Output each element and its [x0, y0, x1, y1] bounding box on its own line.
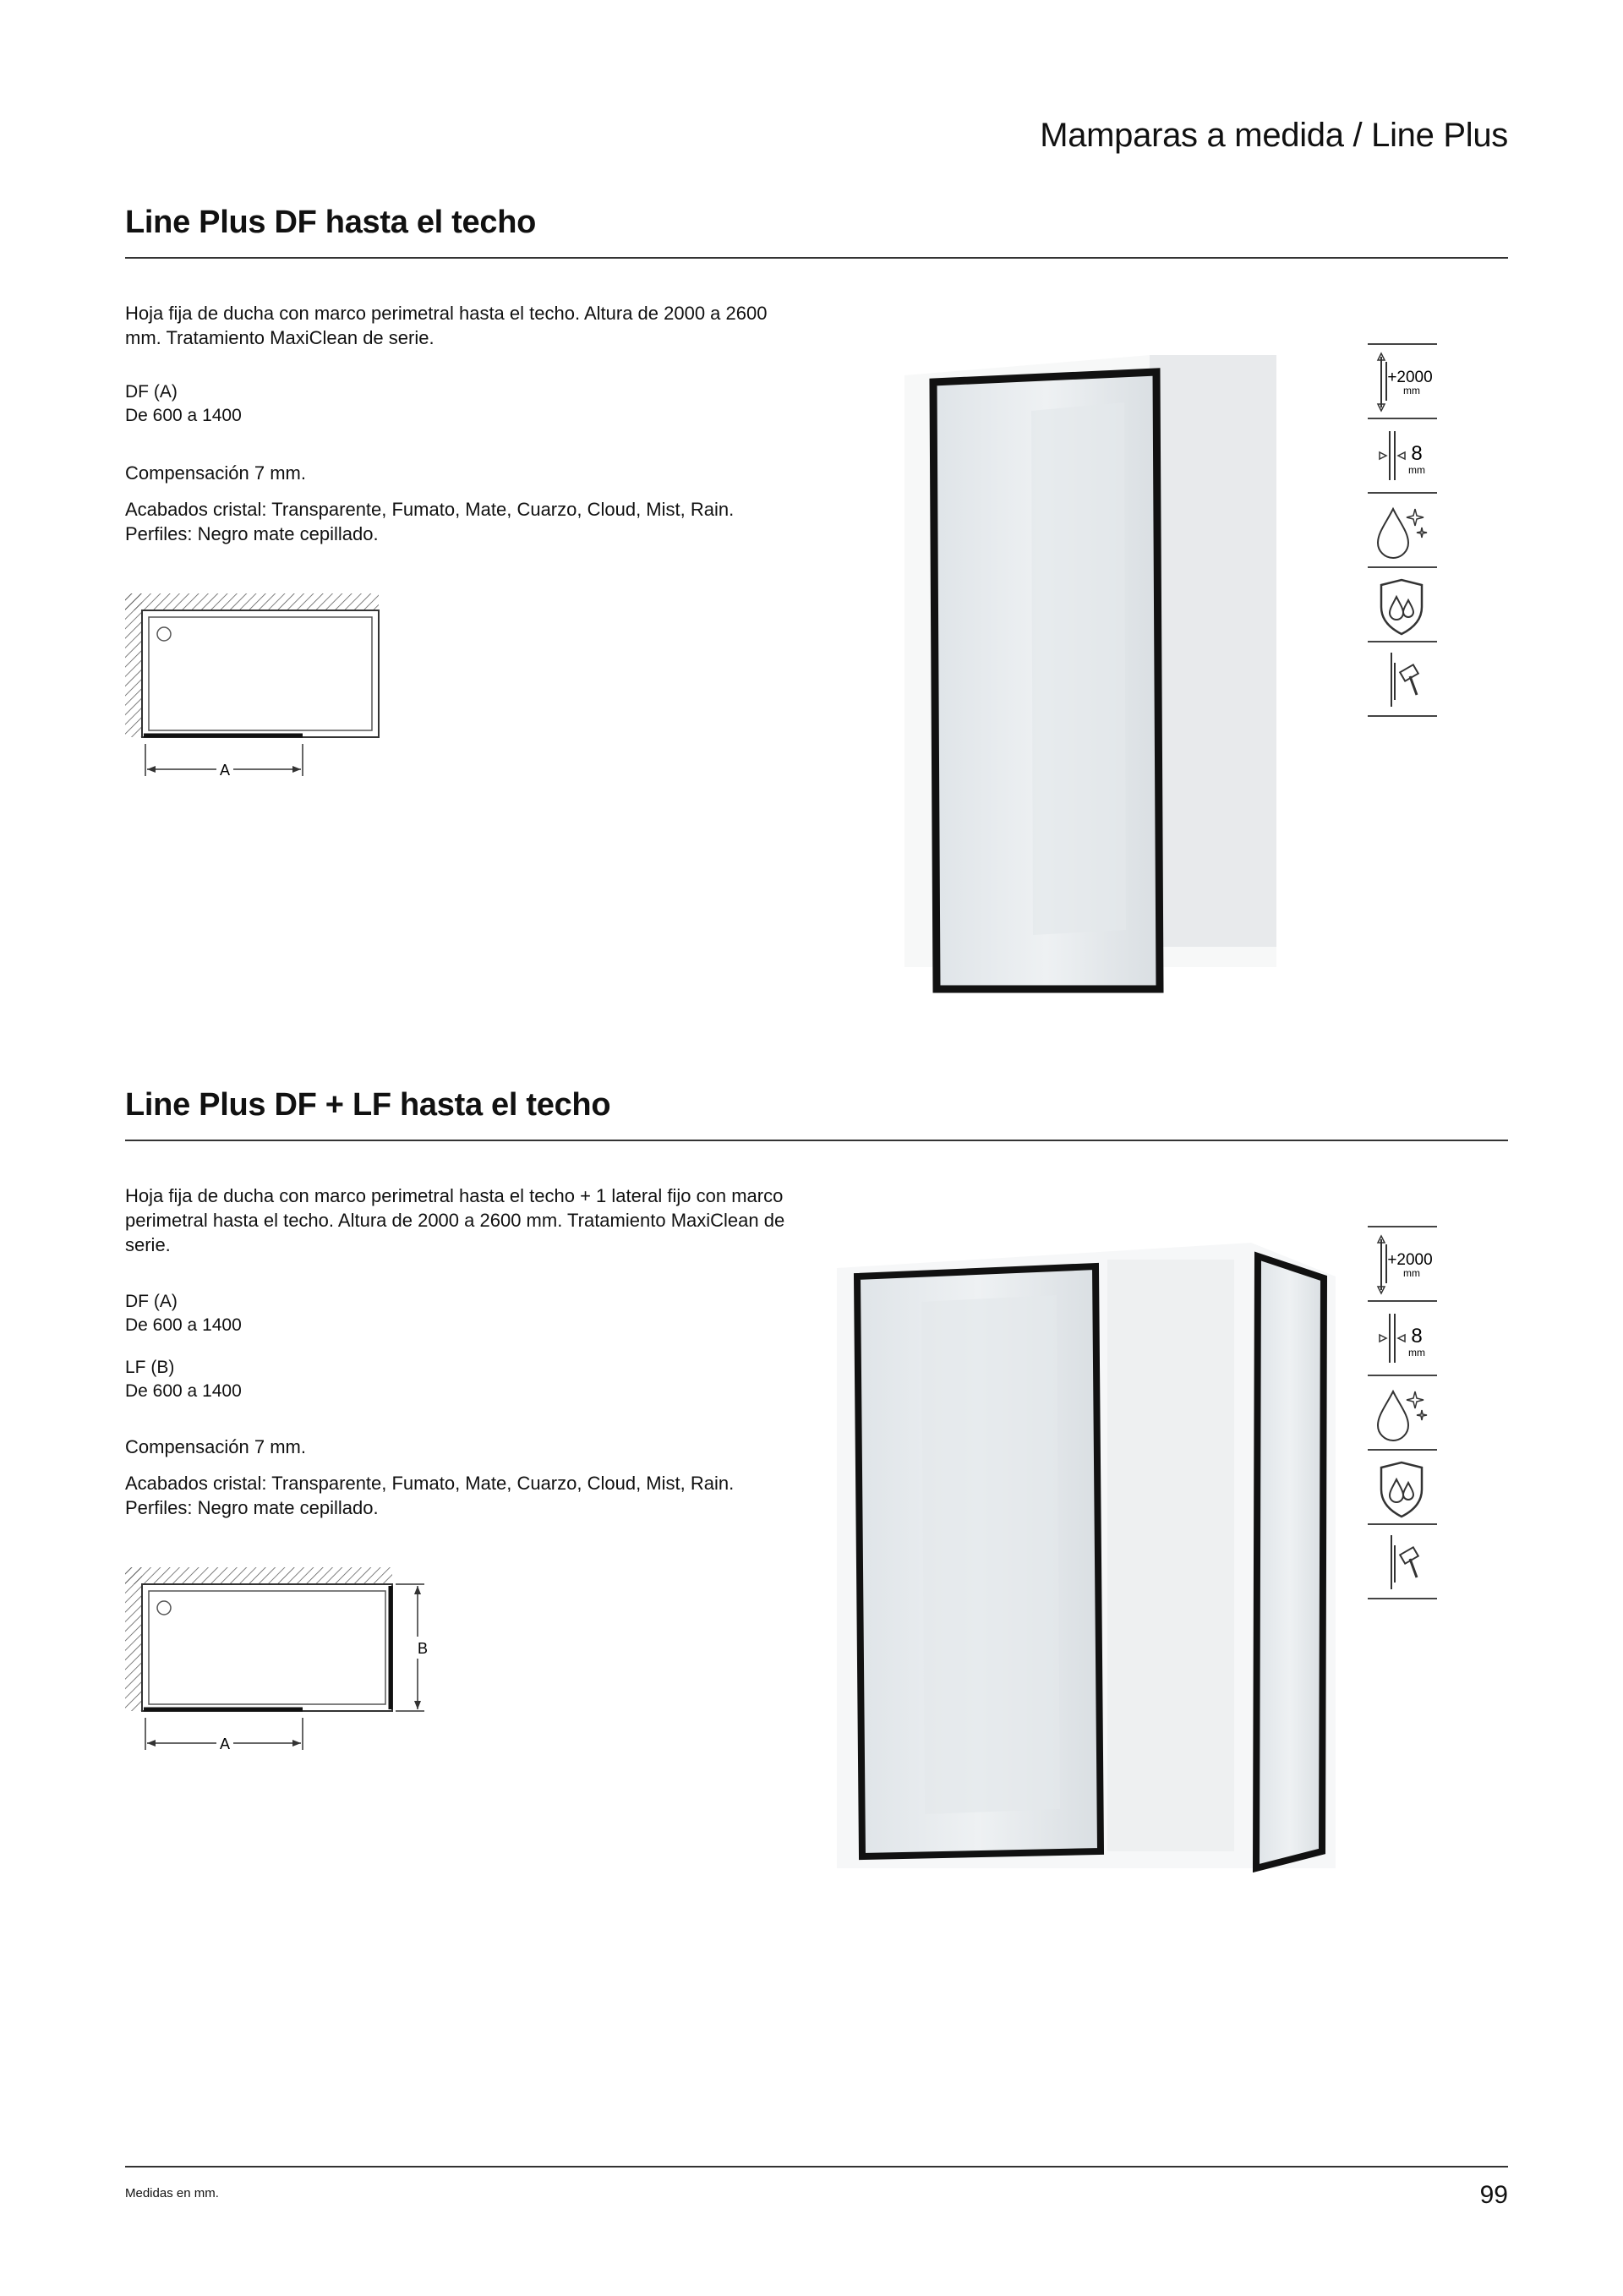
product-image-df — [896, 338, 1285, 1014]
footer-divider — [125, 2166, 1508, 2168]
wall-hatch-left — [125, 593, 142, 737]
wall-hatch-top — [125, 1567, 392, 1584]
section-title: Line Plus DF hasta el techo — [125, 205, 537, 240]
niche-side-wall — [1150, 355, 1276, 947]
shower-tray-outer — [142, 610, 379, 737]
profiles-text: Perfiles: Negro mate cepillado. — [125, 523, 379, 544]
spec-df-value: De 600 a 1400 — [125, 406, 242, 425]
section-description: Hoja fija de ducha con marco perimetral hasta el techo + 1 lateral fijo con marco perimetral hasta el techo. Altura de 2000 a 2600 mm. Tratamiento MaxiClean de serie. — [125, 1185, 785, 1255]
finishes-text: Acabados cristal: Transparente, Fumato, Mate, Cuarzo, Cloud, Mist, Rain. — [125, 499, 735, 520]
profiles-text: Perfiles: Negro mate cepillado. — [125, 1497, 379, 1518]
spec-lf-label: LF (B) — [125, 1358, 175, 1377]
plan-diagram — [123, 592, 394, 786]
feature-icons — [1368, 343, 1437, 717]
compensation-text: Compensación 7 mm. — [125, 462, 306, 484]
height-value: +2000 — [1387, 369, 1433, 386]
section-divider — [125, 257, 1508, 259]
section-title: Line Plus DF + LF hasta el techo — [125, 1087, 611, 1123]
installation-icon — [1368, 641, 1437, 717]
installation-icon — [1368, 1523, 1437, 1599]
footer-note: Medidas en mm. — [125, 2186, 219, 2200]
niche-back-wall — [1107, 1260, 1234, 1851]
thickness-icon — [1368, 1300, 1437, 1375]
plan-diagram — [123, 1566, 445, 1762]
arrow-right — [292, 766, 301, 773]
easy-clean-icon — [1368, 1375, 1437, 1449]
dimension-label-a: A — [219, 1736, 231, 1752]
glass-reflection — [921, 1295, 1060, 1814]
arrow-down — [414, 1701, 421, 1709]
height-icon — [1368, 1226, 1437, 1300]
product-image-df-lf — [828, 1226, 1352, 1902]
wall-hatch-top — [125, 593, 379, 610]
spec-lf-value: De 600 a 1400 — [125, 1381, 242, 1401]
easy-clean-icon — [1368, 492, 1437, 566]
spec-df-label: DF (A) — [125, 382, 178, 402]
thickness-unit: mm — [1408, 1347, 1425, 1358]
feature-icons — [1368, 1226, 1437, 1599]
dimension-label-b: B — [417, 1640, 429, 1657]
spec-df-value: De 600 a 1400 — [125, 1315, 242, 1335]
compensation-text: Compensación 7 mm. — [125, 1436, 306, 1457]
arrow-up — [414, 1586, 421, 1594]
section-divider — [125, 1140, 1508, 1141]
height-icon — [1368, 343, 1437, 418]
anti-limescale-icon — [1368, 1449, 1437, 1523]
wall-hatch-left — [125, 1567, 142, 1711]
thickness-unit: mm — [1408, 464, 1425, 476]
section-description: Hoja fija de ducha con marco perimetral hasta el techo. Altura de 2000 a 2600 mm. Tratamiento MaxiClean de serie. — [125, 303, 768, 348]
spec-df-label: DF (A) — [125, 1292, 178, 1311]
arrow-left — [147, 766, 156, 773]
height-unit: mm — [1403, 385, 1420, 396]
height-unit: mm — [1403, 1267, 1420, 1279]
arrow-right — [292, 1740, 301, 1747]
finishes-text: Acabados cristal: Transparente, Fumato, Mate, Cuarzo, Cloud, Mist, Rain. — [125, 1473, 735, 1494]
dimension-label-a: A — [219, 762, 231, 779]
height-value: +2000 — [1387, 1251, 1433, 1269]
page-number: 99 — [1479, 2181, 1508, 2209]
thickness-value: 8 — [1411, 442, 1423, 465]
glass-reflection — [1031, 402, 1126, 935]
side-glass-panel — [1256, 1256, 1324, 1868]
page-header-title: Mamparas a medida / Line Plus — [1040, 117, 1508, 154]
arrow-left — [147, 1740, 156, 1747]
thickness-value: 8 — [1411, 1325, 1423, 1348]
shower-tray-outer — [142, 1584, 392, 1711]
anti-limescale-icon — [1368, 566, 1437, 641]
thickness-icon — [1368, 418, 1437, 492]
